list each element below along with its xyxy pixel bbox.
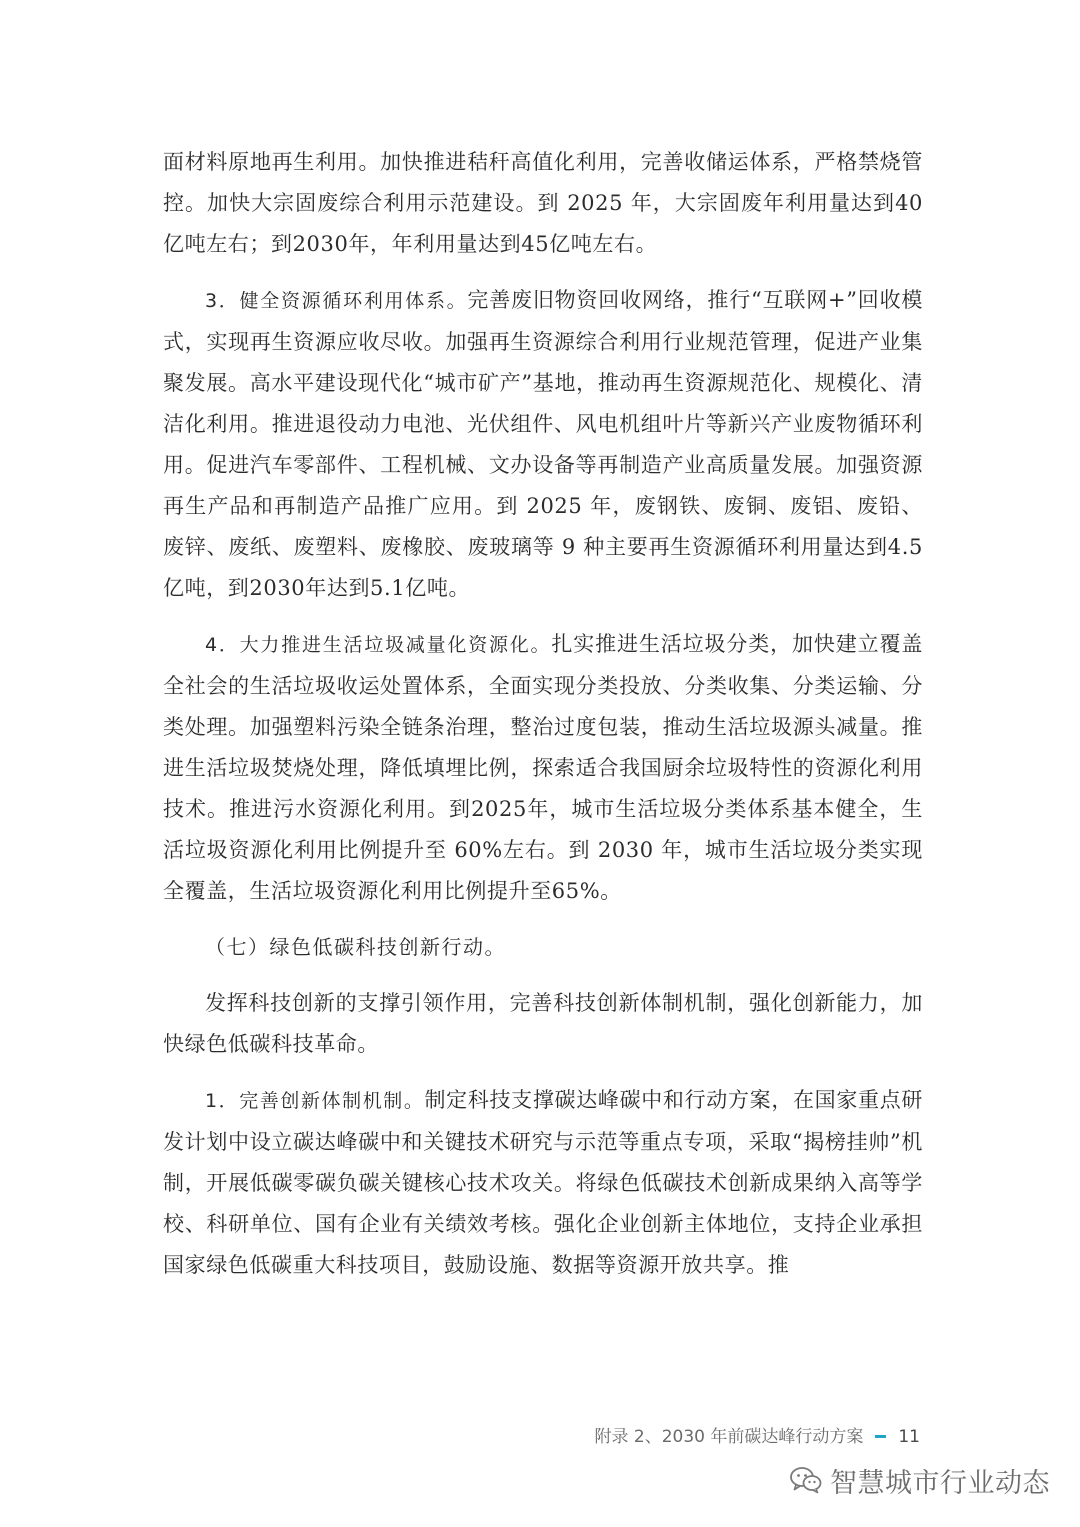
page-number: 11 [898, 1427, 920, 1447]
paragraph-section-intro: 发挥科技创新的支撑引领作用，完善科技创新体制机制，强化创新能力，加快绿色低碳科技革命。 [163, 991, 923, 1056]
paragraph-gap [163, 1065, 923, 1080]
watermark-text: 智慧城市行业动态 [830, 1467, 1050, 1499]
item-heading: 1．完善创新体制机制。 [205, 1090, 425, 1112]
item-body: 扎实推进生活垃圾分类，加快建立覆盖全社会的生活垃圾收运处置体系，全面实现分类投放、分类收集、分类运输、分类处理。加强塑料污染全链条治理，整治过度包装，推动生活垃圾源头减量。推进生活垃圾焚烧处理，降低填埋比例，探索适合我国厨余垃圾特性的资源化利用技术。推进污水资源化利用。到2025年，城市生活垃圾分类体系基本健全，生活垃圾资源化利用比例提升至 60%左右。到 2030 年，城市生活垃圾分类实现全覆盖，生活垃圾资源化利用比例提升至65%。 [163, 632, 924, 903]
footer-label: 附录 2、2030 年前碳达峰行动方案 [594, 1427, 864, 1447]
paragraph-gap [163, 968, 923, 983]
footer-accent-dash [875, 1435, 886, 1438]
section-heading: （七）绿色低碳科技创新行动。 [205, 935, 506, 959]
paragraph-waste-reduction [163, 624, 923, 912]
wechat-icon [790, 1466, 822, 1494]
item-heading: 3．健全资源循环利用体系。 [205, 290, 468, 312]
document-body [163, 142, 923, 1286]
page-footer [560, 1422, 920, 1447]
paragraph-gap [163, 609, 923, 624]
paragraph-gap [163, 265, 923, 280]
paragraph-continued: 面材料原地再生利用。加快推进秸秆高值化利用，完善收储运体系，严格禁烧管控。加快大宗固废综合利用示范建设。到 2025 年，大宗固废年利用量达到40亿吨左右；到2030年，年利用量达到45亿吨左右。 [163, 150, 923, 256]
item-body: 制定科技支撑碳达峰碳中和行动方案，在国家重点研发计划中设立碳达峰碳中和关键技术研究与示范等重点专项，采取“揭榜挂帅”机制，开展低碳零碳负碳关键核心技术攻关。将绿色低碳技术创新成果纳入高等学校、科研单位、国有企业有关绩效考核。强化企业创新主体地位，支持企业承担国家绿色低碳重大科技项目，鼓励设施、数据等资源开放共享。推 [163, 1088, 923, 1277]
item-body: 完善废旧物资回收网络，推行“互联网+”回收模式，实现再生资源应收尽收。加强再生资源综合利用行业规范管理，促进产业集聚发展。高水平建设现代化“城市矿产”基地，推动再生资源规范化、规模化、清洁化利用。推进退役动力电池、光伏组件、风电机组叶片等新兴产业废物循环利用。促进汽车零部件、工程机械、文办设备等再制造产业高质量发展。加强资源再生产品和再制造产品推广应用。到 2025 年，废钢铁、废铜、废铝、废铅、废锌、废纸、废塑料、废橡胶、废玻璃等 9 种主要再生资源循环利用量达到4.5亿吨，到2030年达到5.1亿吨。 [163, 288, 923, 600]
paragraph-resource-recycling [163, 280, 923, 609]
item-heading: 4．大力推进生活垃圾减量化资源化。 [205, 634, 552, 656]
source-watermark [790, 1460, 1050, 1500]
paragraph-innovation-mechanism [163, 1080, 923, 1286]
paragraph-gap [163, 912, 923, 927]
